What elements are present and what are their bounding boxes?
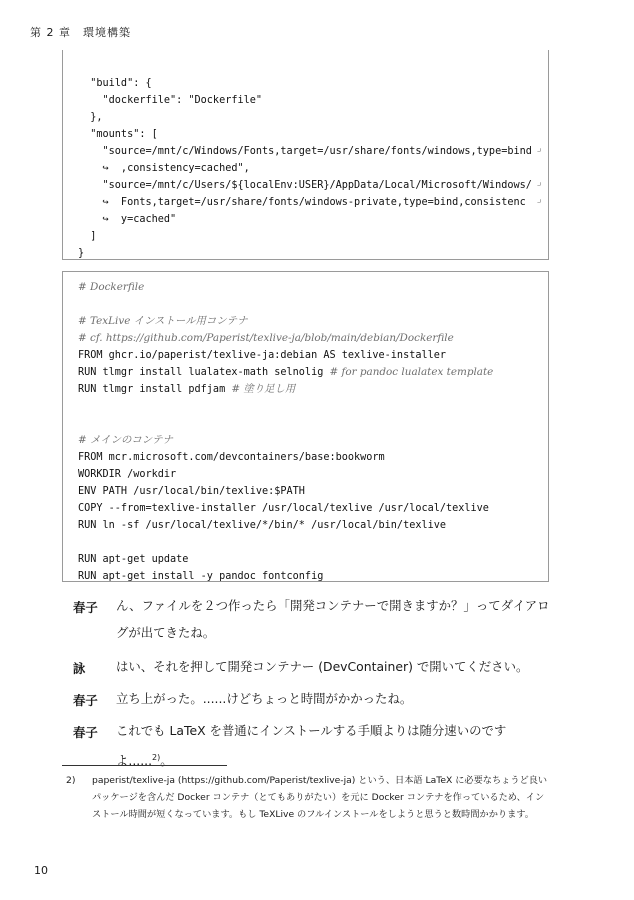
footnote-ref[interactable]: 2) (152, 753, 161, 762)
code-line: "source=/mnt/c/Users/${localEnv:USER}/AppData/Local/Microsoft/Windows/ (78, 180, 532, 191)
code-line: "mounts": [ (78, 129, 158, 140)
code-line: } (78, 248, 85, 259)
code-comment-part: # for pandoc lualatex template (329, 366, 494, 378)
speaker-name: 詠 (73, 661, 86, 676)
running-head: 第 2 章 環境構築 (30, 26, 131, 39)
code-line: FROM ghcr.io/paperist/texlive-ja:debian AS texlive-installer (78, 350, 447, 361)
speaker-name: 春子 (73, 725, 98, 740)
code-line: }, (78, 112, 103, 123)
code-line: "source=/mnt/c/Windows/Fonts,target=/usr/share/fonts/windows,type=bind (78, 146, 532, 157)
code-text (63, 272, 548, 585)
code-line: "build": { (78, 78, 152, 89)
code-line (78, 381, 548, 398)
code-line (78, 534, 548, 551)
code-line: ↪ ,consistency=cached", (78, 163, 250, 174)
code-block-devcontainer-json (62, 50, 549, 260)
code-line: ↪ y=cached" (78, 214, 177, 225)
footnote-text: paperist/texlive-ja (https://github.com/Paperist/texlive-ja) という、日本語 LaTeX に必要なちょうど良いパッケージを含んだ Docker コンテナ（とてもありがたい）を元に Docker コンテナを作っているため、インストール時間が短くなっています。もし TeXLive のフルインストールをしようと思うと数時間かかります。 (92, 775, 548, 820)
wrap-marker: ⌟ (535, 143, 542, 154)
speaker-name: 春子 (73, 600, 98, 615)
code-line (78, 364, 548, 381)
code-line: RUN apt-get install -y pandoc fontconfig (78, 571, 324, 582)
code-line: RUN apt-get update (78, 554, 189, 565)
utterance-tail: 。 (160, 753, 173, 769)
code-line: COPY --from=texlive-installer /usr/local/texlive /usr/local/texlive (78, 503, 489, 514)
code-line (78, 398, 548, 415)
wrap-marker: ⌟ (535, 177, 542, 188)
code-line: # TexLive インストール用コンテナ (78, 315, 248, 327)
utterance: はい、それを押して開発コンテナー (DevContainer) で開いてください。 (116, 659, 529, 674)
code-comment-part: # 塗り足し用 (231, 383, 296, 395)
footnote-number: 2) (66, 775, 76, 786)
code-line: ENV PATH /usr/local/bin/texlive:$PATH (78, 486, 305, 497)
code-text (63, 50, 548, 262)
footnote-rule (62, 765, 227, 766)
utterance: ん、ファイルを２つ作ったら「開発コンテナーで開きますか？」ってダイアログが出てきたね。 (116, 598, 550, 640)
speaker-name: 春子 (73, 693, 98, 708)
code-line: # Dockerfile (78, 281, 145, 293)
code-line: # メインのコンテナ (78, 434, 173, 446)
code-line: ] (78, 231, 97, 242)
wrap-marker: ⌟ (535, 194, 542, 205)
code-line: WORKDIR /workdir (78, 469, 177, 480)
code-line: "dockerfile": "Dockerfile" (78, 95, 263, 106)
code-block-dockerfile (62, 271, 549, 582)
page-number: 10 (34, 864, 48, 877)
code-text-part: RUN tlmgr install lualatex-math selnolig (78, 367, 330, 378)
code-line (78, 415, 548, 432)
code-line: RUN ln -sf /usr/local/texlive/*/bin/* /usr/local/bin/texlive (78, 520, 447, 531)
code-text-part: RUN tlmgr install pdfjam (78, 384, 232, 395)
utterance-text: これでも LaTeX を普通にインストールする手順よりは随分速いのですよ...... (116, 723, 507, 769)
code-line: FROM mcr.microsoft.com/devcontainers/base:bookworm (78, 452, 385, 463)
utterance: 立ち上がった。......けどちょっと時間がかかったね。 (116, 691, 413, 706)
code-line: # cf. https://github.com/Paperist/texlive-ja/blob/main/debian/Dockerfile (78, 332, 454, 344)
code-line (78, 296, 548, 313)
code-line: ↪ Fonts,target=/usr/share/fonts/windows-private,type=bind,consistenc (78, 197, 526, 208)
